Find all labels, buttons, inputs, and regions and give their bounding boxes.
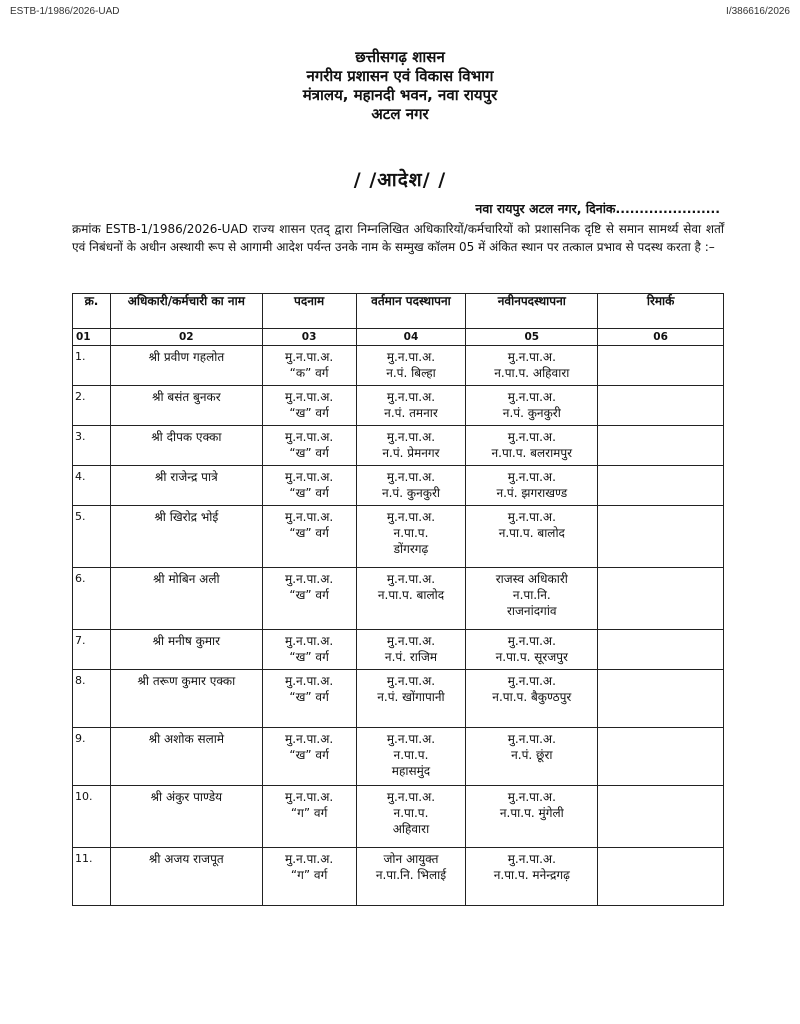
letterhead-government: छत्तीसगढ़ शासन: [355, 48, 445, 66]
table-row: [73, 630, 724, 670]
new-posting-line: न.पा.प. मुंगेली: [499, 806, 564, 820]
new-posting-line: न.पा.प. अहिवारा: [494, 366, 570, 380]
column-number: 03: [262, 329, 356, 346]
officer-name-cell: श्री अशोक सलामे: [110, 728, 262, 786]
current-posting-line: न.पा.प.: [393, 806, 429, 820]
designation-line: “ख” वर्ग: [289, 588, 329, 602]
current-posting-line: मु.न.पा.अ.: [386, 390, 436, 404]
current-posting-line: अहिवारा: [392, 822, 430, 836]
officer-name-cell: श्री तरूण कुमार एक्का: [110, 670, 262, 728]
new-posting-cell: [466, 786, 598, 848]
current-posting-line: मु.न.पा.अ.: [386, 430, 436, 444]
designation-cell: [262, 386, 356, 426]
designation-cell: [262, 848, 356, 906]
table-row: [73, 346, 724, 386]
new-posting-line: न.पं. छूंरा: [511, 748, 553, 762]
new-posting-line: न.पा.प. सूरजपुर: [495, 650, 568, 664]
letterhead-address: मंत्रालय, महानदी भवन, नवा रायपुर: [302, 86, 498, 104]
header-serial: क्र.: [73, 294, 111, 329]
current-posting-cell: [356, 630, 466, 670]
column-number-row: [73, 329, 724, 346]
current-posting-cell: [356, 728, 466, 786]
header-designation: पदनाम: [262, 294, 356, 329]
current-posting-line: न.पा.प.: [393, 526, 429, 540]
new-posting-cell: [466, 506, 598, 568]
serial-number-cell: 6.: [73, 568, 111, 630]
column-number: 06: [598, 329, 724, 346]
current-posting-line: न.पा.नि. भिलाई: [375, 868, 447, 882]
table-row: [73, 506, 724, 568]
remark-cell: [598, 568, 724, 630]
new-posting-line: राजस्व अधिकारी: [495, 572, 568, 586]
designation-line: मु.न.पा.अ.: [285, 852, 334, 866]
remark-cell: [598, 728, 724, 786]
designation-line: “ग” वर्ग: [290, 868, 328, 882]
table-row: [73, 568, 724, 630]
order-intro-paragraph: क्रमांक ESTB-1/1986/2026-UAD राज्य शासन एतद् द्वारा निम्नलिखित अधिकारियों/कर्मचारियों को प्रशासनिक दृष्टि से समान सामर्थ्य सेवा शर्तों एवं निबंधनों के अधीन अस्थायी रूप से आगामी आदेश पर्यन्त उनके नाम के सम्मुख कॉलम 05 में अंकित स्थान पर तत्काल प्रभाव से पदस्थ करता है :–: [72, 222, 724, 254]
new-posting-line: मु.न.पा.अ.: [507, 732, 556, 746]
column-number: 05: [466, 329, 598, 346]
remark-cell: [598, 386, 724, 426]
current-posting-line: मु.न.पा.अ.: [386, 790, 436, 804]
new-posting-line: मु.न.पा.अ.: [507, 510, 556, 524]
designation-cell: [262, 568, 356, 630]
current-posting-cell: [356, 386, 466, 426]
current-posting-cell: [356, 346, 466, 386]
designation-line: मु.न.पा.अ.: [285, 674, 334, 688]
designation-line: मु.न.पा.अ.: [285, 790, 334, 804]
current-posting-line: न.पं. खोंगापानी: [377, 690, 445, 704]
column-number: 02: [110, 329, 262, 346]
officer-name-cell: श्री अजय राजपूत: [110, 848, 262, 906]
officer-name-cell: श्री खिरोद्र भोई: [110, 506, 262, 568]
new-posting-cell: [466, 386, 598, 426]
current-posting-line: मु.न.पा.अ.: [386, 634, 436, 648]
current-posting-line: न.पं. तमनार: [384, 406, 438, 420]
designation-line: मु.न.पा.अ.: [285, 572, 334, 586]
current-posting-line: जोन आयुक्त: [383, 852, 439, 866]
table-row: [73, 386, 724, 426]
current-posting-line: डोंगरगढ़: [393, 542, 429, 556]
officer-name-cell: श्री मोबिन अली: [110, 568, 262, 630]
designation-line: “ख” वर्ग: [289, 406, 329, 420]
new-posting-line: न.पा.नि.: [512, 588, 551, 602]
current-posting-cell: [356, 670, 466, 728]
designation-line: “ख” वर्ग: [289, 650, 329, 664]
current-posting-line: मु.न.पा.अ.: [386, 572, 436, 586]
current-posting-line: न.पा.प. बालोद: [377, 588, 445, 602]
current-posting-line: मु.न.पा.अ.: [386, 470, 436, 484]
new-posting-cell: [466, 426, 598, 466]
officer-name-cell: श्री दीपक एक्का: [110, 426, 262, 466]
new-posting-cell: [466, 728, 598, 786]
designation-cell: [262, 506, 356, 568]
table-header-row: [73, 294, 724, 329]
new-posting-line: मु.न.पा.अ.: [507, 790, 556, 804]
table-row: [73, 728, 724, 786]
new-posting-line: न.पा.प. बैकुण्ठपुर: [492, 690, 572, 704]
officer-name-cell: श्री मनीष कुमार: [110, 630, 262, 670]
file-reference-left: ESTB-1/1986/2026-UAD: [10, 6, 120, 17]
designation-line: “ख” वर्ग: [289, 748, 329, 762]
table-row: [73, 426, 724, 466]
remark-cell: [598, 466, 724, 506]
serial-number-cell: 8.: [73, 670, 111, 728]
designation-line: “ख” वर्ग: [289, 486, 329, 500]
new-posting-line: न.पा.प. मनेन्द्रगढ़: [493, 868, 570, 882]
designation-line: “ग” वर्ग: [290, 806, 328, 820]
designation-line: “ख” वर्ग: [289, 446, 329, 460]
serial-number-cell: 7.: [73, 630, 111, 670]
designation-cell: [262, 630, 356, 670]
table-body: [73, 346, 724, 906]
document-reference-bar: [10, 6, 790, 17]
file-reference-right: I/386616/2026: [726, 6, 790, 17]
remark-cell: [598, 630, 724, 670]
designation-line: मु.न.पा.अ.: [285, 634, 334, 648]
designation-line: मु.न.पा.अ.: [285, 390, 334, 404]
order-title: / /आदेश/ /: [353, 169, 447, 191]
remark-cell: [598, 848, 724, 906]
current-posting-line: मु.न.पा.अ.: [386, 674, 436, 688]
current-posting-line: न.पं. बिल्हा: [386, 366, 436, 380]
header-new-posting: नवीनपदस्थापना: [466, 294, 598, 329]
new-posting-line: मु.न.पा.अ.: [507, 674, 556, 688]
current-posting-line: मु.न.पा.अ.: [386, 510, 436, 524]
serial-number-cell: 4.: [73, 466, 111, 506]
current-posting-line: न.पं. राजिम: [384, 650, 438, 664]
new-posting-line: मु.न.पा.अ.: [507, 390, 556, 404]
table-row: [73, 786, 724, 848]
new-posting-cell: [466, 466, 598, 506]
current-posting-cell: [356, 786, 466, 848]
table-row: [73, 466, 724, 506]
designation-cell: [262, 786, 356, 848]
new-posting-cell: [466, 346, 598, 386]
dateline: नवा रायपुर अटल नगर, दिनांक......................: [475, 201, 720, 216]
current-posting-line: महासमुंद: [391, 764, 431, 778]
serial-number-cell: 10.: [73, 786, 111, 848]
new-posting-line: मु.न.पा.अ.: [507, 470, 556, 484]
current-posting-line: मु.न.पा.अ.: [386, 732, 436, 746]
table-row: [73, 670, 724, 728]
serial-number-cell: 3.: [73, 426, 111, 466]
remark-cell: [598, 346, 724, 386]
header-current-posting: वर्तमान पदस्थापना: [356, 294, 466, 329]
designation-line: मु.न.पा.अ.: [285, 430, 334, 444]
designation-cell: [262, 346, 356, 386]
letterhead-department: नगरीय प्रशासन एवं विकास विभाग: [306, 67, 494, 85]
officer-name-cell: श्री प्रवीण गहलोत: [110, 346, 262, 386]
table-row: [73, 848, 724, 906]
new-posting-line: मु.न.पा.अ.: [507, 430, 556, 444]
current-posting-line: न.पा.प.: [393, 748, 429, 762]
designation-line: मु.न.पा.अ.: [285, 350, 334, 364]
designation-line: “क” वर्ग: [289, 366, 329, 380]
header-name: अधिकारी/कर्मचारी का नाम: [110, 294, 262, 329]
designation-cell: [262, 670, 356, 728]
new-posting-line: न.पा.प. बालोद: [498, 526, 565, 540]
current-posting-cell: [356, 426, 466, 466]
serial-number-cell: 11.: [73, 848, 111, 906]
serial-number-cell: 1.: [73, 346, 111, 386]
remark-cell: [598, 426, 724, 466]
new-posting-line: राजनांदगांव: [507, 604, 557, 618]
new-posting-line: मु.न.पा.अ.: [507, 350, 556, 364]
posting-table: [72, 293, 724, 906]
current-posting-cell: [356, 466, 466, 506]
officer-name-cell: श्री राजेन्द्र पात्रे: [110, 466, 262, 506]
new-posting-line: न.पा.प. बलरामपुर: [491, 446, 573, 460]
designation-line: “ख” वर्ग: [289, 526, 329, 540]
column-number: 04: [356, 329, 466, 346]
current-posting-cell: [356, 568, 466, 630]
current-posting-line: मु.न.पा.अ.: [386, 350, 436, 364]
designation-line: मु.न.पा.अ.: [285, 470, 334, 484]
remark-cell: [598, 786, 724, 848]
designation-line: “ख” वर्ग: [289, 690, 329, 704]
new-posting-cell: [466, 848, 598, 906]
new-posting-cell: [466, 630, 598, 670]
new-posting-cell: [466, 670, 598, 728]
current-posting-line: न.पं. प्रेमनगर: [382, 446, 440, 460]
officer-name-cell: श्री अंकुर पाण्डेय: [110, 786, 262, 848]
new-posting-line: मु.न.पा.अ.: [507, 852, 556, 866]
designation-cell: [262, 728, 356, 786]
remark-cell: [598, 506, 724, 568]
designation-line: मु.न.पा.अ.: [285, 510, 334, 524]
column-number: 01: [73, 329, 111, 346]
serial-number-cell: 2.: [73, 386, 111, 426]
new-posting-line: न.पं. कुनकुरी: [502, 406, 561, 420]
new-posting-line: न.पं. झगराखण्ड: [496, 486, 568, 500]
header-remark: रिमार्क: [598, 294, 724, 329]
letterhead: [0, 48, 800, 124]
current-posting-line: न.पं. कुनकुरी: [381, 486, 440, 500]
remark-cell: [598, 670, 724, 728]
new-posting-cell: [466, 568, 598, 630]
current-posting-cell: [356, 506, 466, 568]
designation-cell: [262, 426, 356, 466]
serial-number-cell: 9.: [73, 728, 111, 786]
officer-name-cell: श्री बसंत बुनकर: [110, 386, 262, 426]
designation-line: मु.न.पा.अ.: [285, 732, 334, 746]
serial-number-cell: 5.: [73, 506, 111, 568]
letterhead-city: अटल नगर: [371, 105, 429, 123]
current-posting-cell: [356, 848, 466, 906]
designation-cell: [262, 466, 356, 506]
new-posting-line: मु.न.पा.अ.: [507, 634, 556, 648]
